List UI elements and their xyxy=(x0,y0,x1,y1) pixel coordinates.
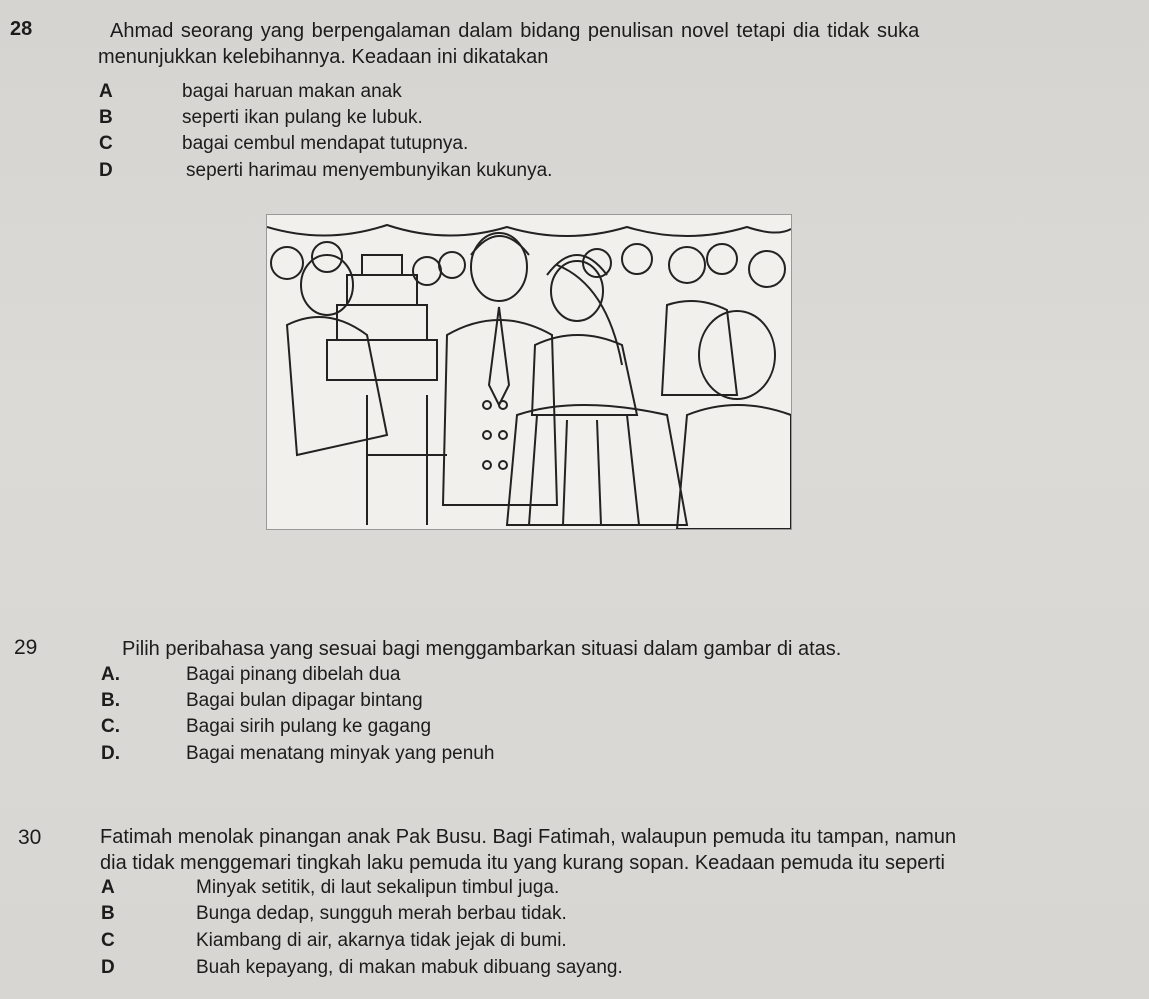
question-29-option-b-letter: B. xyxy=(101,690,120,711)
wedding-illustration xyxy=(266,214,792,530)
question-28-option-c[interactable]: bagai cembul mendapat tutupnya. xyxy=(182,133,469,154)
question-28-option-b-letter: B xyxy=(99,107,113,128)
question-30-stem-line1: Fatimah menolak pinangan anak Pak Busu. Bagi Fatimah, walaupun pemuda itu tampan, namun xyxy=(100,826,957,848)
question-28-stem-line1: Ahmad seorang yang berpengalaman dalam bidang penulisan novel tetapi dia tidak suka xyxy=(110,20,920,42)
question-28-option-d[interactable]: seperti harimau menyembunyikan kukunya. xyxy=(186,160,553,181)
question-28-option-c-letter: C xyxy=(99,133,113,154)
question-29-option-a[interactable]: Bagai pinang dibelah dua xyxy=(186,664,401,685)
question-30-number: 30 xyxy=(18,826,42,849)
question-30-option-c-letter: C xyxy=(101,930,115,951)
question-29-option-d-letter: D. xyxy=(101,743,120,764)
wedding-scene-drawing xyxy=(267,215,791,529)
question-30-stem-line2: dia tidak menggemari tingkah laku pemuda itu yang kurang sopan. Keadaan pemuda itu seperti xyxy=(100,852,945,874)
question-28-option-a-letter: A xyxy=(99,81,113,102)
question-30-option-d-letter: D xyxy=(101,957,115,978)
question-28-stem-line2: menunjukkan kelebihannya. Keadaan ini dikatakan xyxy=(98,46,549,68)
question-28-option-d-letter: D xyxy=(99,160,113,181)
question-28-option-b[interactable]: seperti ikan pulang ke lubuk. xyxy=(182,107,423,128)
question-30-option-a[interactable]: Minyak setitik, di laut sekalipun timbul juga. xyxy=(196,877,560,898)
question-29-option-a-letter: A. xyxy=(101,664,120,685)
question-30-option-a-letter: A xyxy=(101,877,115,898)
question-28-number: 28 xyxy=(10,18,33,40)
question-29-stem: Pilih peribahasa yang sesuai bagi menggambarkan situasi dalam gambar di atas. xyxy=(122,638,842,660)
question-30-option-d[interactable]: Buah kepayang, di makan mabuk dibuang sayang. xyxy=(196,957,623,978)
question-30-option-c[interactable]: Kiambang di air, akarnya tidak jejak di bumi. xyxy=(196,930,567,951)
question-29-option-b[interactable]: Bagai bulan dipagar bintang xyxy=(186,690,423,711)
question-30-option-b-letter: B xyxy=(101,903,115,924)
question-28-option-a[interactable]: bagai haruan makan anak xyxy=(182,81,402,102)
question-29-option-d[interactable]: Bagai menatang minyak yang penuh xyxy=(186,743,495,764)
question-30-option-b[interactable]: Bunga dedap, sungguh merah berbau tidak. xyxy=(196,903,567,924)
question-29-option-c[interactable]: Bagai sirih pulang ke gagang xyxy=(186,716,432,737)
question-29-option-c-letter: C. xyxy=(101,716,120,737)
question-29-number: 29 xyxy=(14,636,38,659)
